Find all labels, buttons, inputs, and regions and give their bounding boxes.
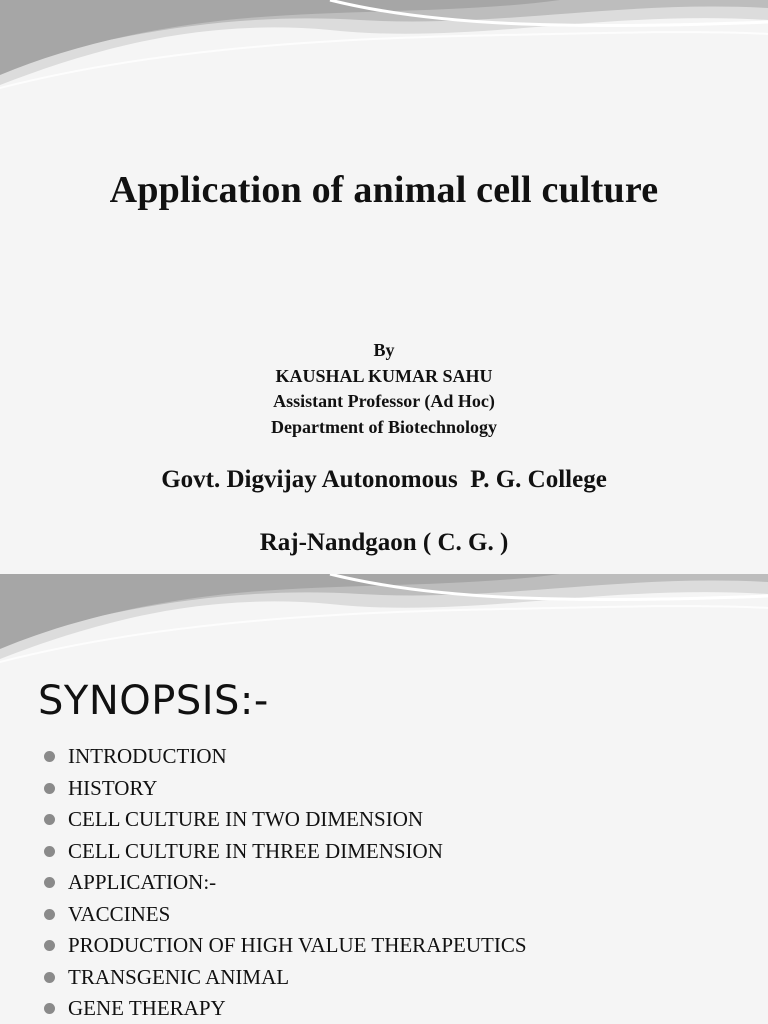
list-item: CELL CULTURE IN THREE DIMENSION (44, 836, 527, 868)
list-item: INTRODUCTION (44, 741, 527, 773)
bullet-icon (44, 940, 55, 951)
author-name: KAUSHAL KUMAR SAHU (275, 365, 493, 386)
bullet-icon (44, 1003, 55, 1014)
list-item: HISTORY (44, 773, 527, 805)
synopsis-slide (0, 574, 768, 1024)
author-block (0, 338, 768, 440)
synopsis-list (44, 741, 527, 1024)
list-item: APPLICATION:- (44, 867, 527, 899)
bullet-icon (44, 877, 55, 888)
author-department: Department of Biotechnology (271, 416, 497, 437)
bullet-icon (44, 909, 55, 920)
college-name: Govt. Digvijay Autonomous P. G. College (161, 466, 607, 493)
wave-banner-decoration (0, 0, 768, 100)
list-item: TRANSGENIC ANIMAL (44, 962, 527, 994)
by-label: By (373, 340, 395, 360)
bullet-icon (44, 972, 55, 983)
list-item: GENE THERAPY (44, 993, 527, 1024)
bullet-icon (44, 814, 55, 825)
list-item: PRODUCTION OF HIGH VALUE THERAPEUTICS (44, 930, 527, 962)
author-position: Assistant Professor (Ad Hoc) (273, 391, 495, 411)
list-item: VACCINES (44, 899, 527, 931)
bullet-icon (44, 751, 55, 762)
bullet-icon (44, 783, 55, 794)
wave-banner-decoration (0, 574, 768, 674)
college-city: Raj-Nandgaon ( C. G. ) (259, 529, 509, 556)
list-item: CELL CULTURE IN TWO DIMENSION (44, 804, 527, 836)
bullet-icon (44, 846, 55, 857)
synopsis-heading: SYNOPSIS:- (38, 678, 269, 724)
slide-title: Application of animal cell culture (109, 169, 659, 211)
